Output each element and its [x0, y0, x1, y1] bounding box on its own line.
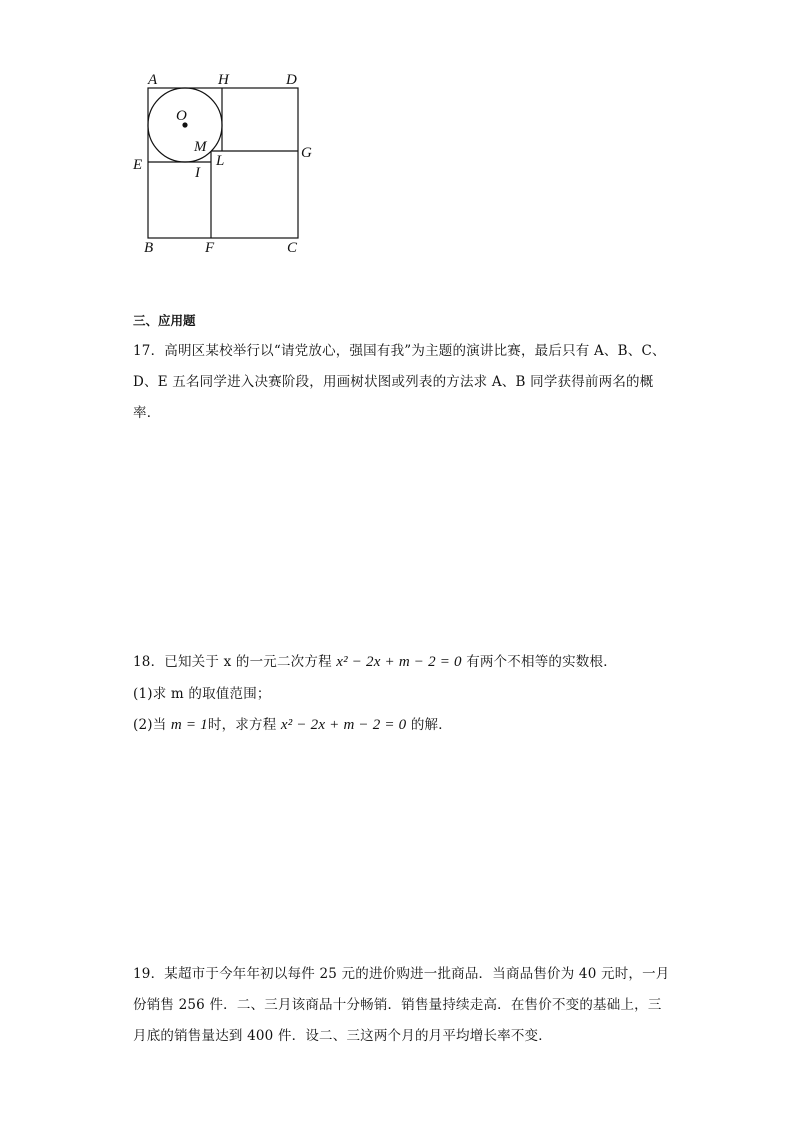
label-b: B: [144, 240, 154, 256]
q18-part-2-mid: 时，求方程: [207, 717, 281, 733]
q18-equation-repeat: x² − 2x + m − 2 = 0: [280, 717, 407, 733]
q18-equation: x² − 2x + m − 2 = 0: [336, 654, 462, 670]
label-i: I: [195, 165, 200, 181]
label-d: D: [286, 72, 297, 88]
section-title: 三、应用题: [133, 313, 196, 328]
q17-line-2: D、E 五名同学进入决赛阶段，用画树状图或列表的方法求 A、B 同学获得前两名的概: [133, 374, 654, 390]
q19-line-1: 19．某超市于今年年初以每件 25 元的进价购进一批商品．当商品售价为 40 元时，一月: [133, 966, 670, 982]
label-l: L: [216, 153, 225, 169]
q18-part-2-pre: (2)当: [133, 717, 171, 733]
label-o: O: [176, 108, 187, 124]
label-e: E: [133, 157, 143, 173]
q17-line-1: 17．高明区某校举行以“请党放心，强国有我”为主题的演讲比赛，最后只有 A、B、C、: [133, 343, 666, 359]
label-m: M: [194, 139, 207, 155]
geometry-figure: [128, 66, 328, 256]
q18-line-1-pre: 18．已知关于 x 的一元二次方程: [133, 654, 337, 670]
q18-part-2: [133, 713, 452, 734]
label-c: C: [287, 240, 298, 256]
q18-condition: m = 1: [170, 717, 208, 733]
q17-line-3: 率．: [133, 405, 161, 421]
q18-line-1-post: 有两个不相等的实数根．: [461, 654, 617, 670]
label-g: G: [301, 145, 312, 161]
q19-line-3: 月底的销售量达到 400 件．设二、三这两个月的月平均增长率不变．: [133, 1028, 552, 1044]
label-h: H: [218, 72, 229, 88]
q18-line-1: [133, 650, 617, 671]
q18-part-1: (1)求 m 的取值范围；: [133, 686, 271, 702]
q19-line-2: 份销售 256 件．二、三月该商品十分畅销．销售量持续走高．在售价不变的基础上，三: [133, 997, 662, 1013]
label-f: F: [205, 240, 215, 256]
q18-part-2-post: 的解．: [406, 717, 452, 733]
label-a: A: [148, 72, 158, 88]
